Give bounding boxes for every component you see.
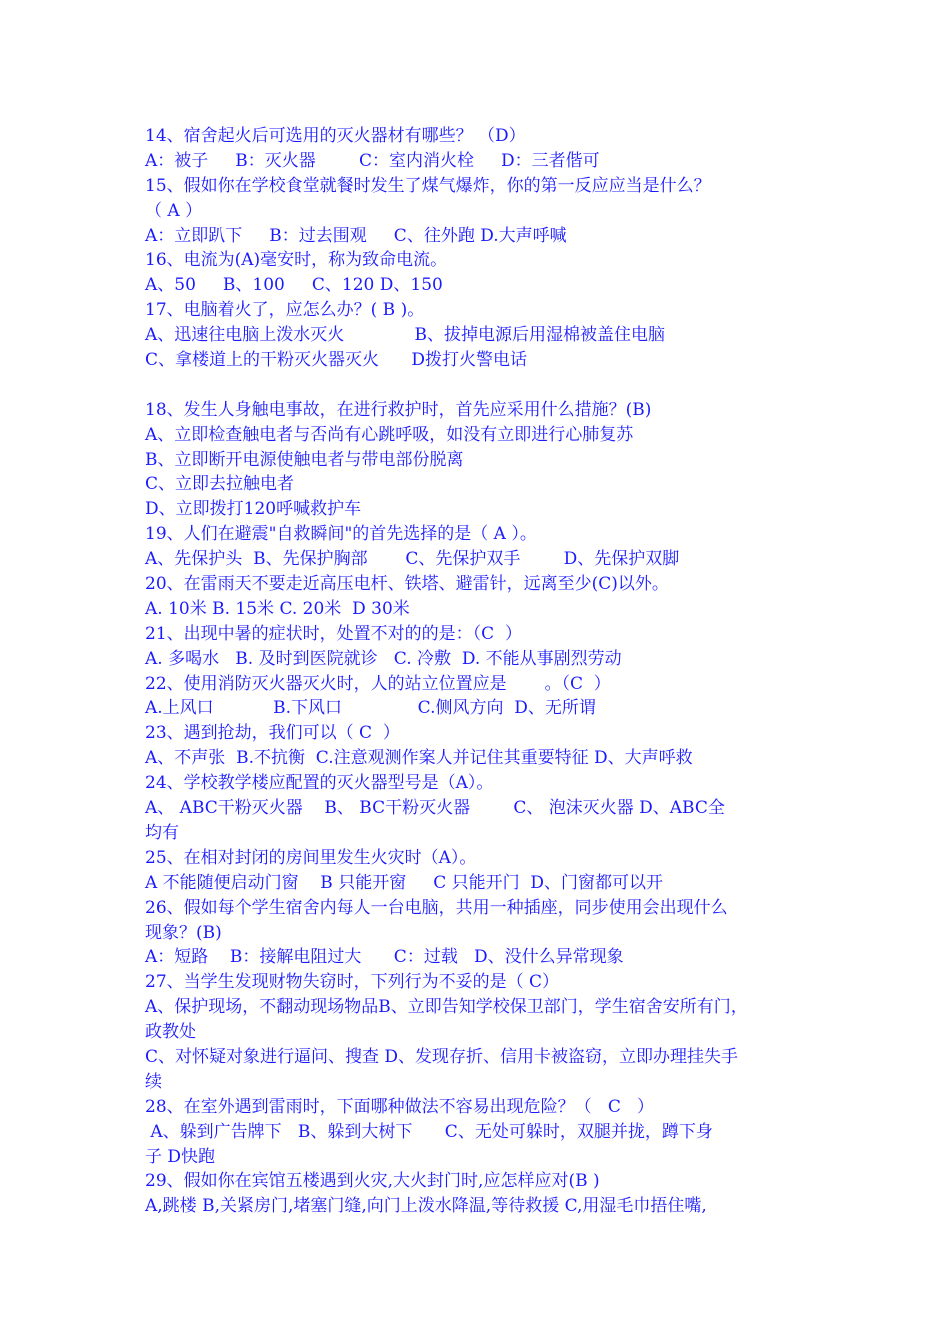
text-line: 均有: [145, 822, 179, 843]
text-line: 子 D快跑: [145, 1146, 216, 1167]
text-line: 21、出现中暑的症状时，处置不对的的是：（C ）: [145, 623, 522, 644]
text-line: 28、在室外遇到雷雨时，下面哪种做法不容易出现危险？（ C ）: [145, 1096, 655, 1117]
text-line: A. 10米 B. 15米 C. 20米 D 30米: [145, 598, 410, 619]
text-line: （ A ）: [145, 200, 203, 221]
text-line: A、不声张 B.不抗衡 C.注意观测作案人并记住其重要特征 D、大声呼救: [145, 748, 693, 769]
document-body: [145, 124, 825, 1219]
text-line: 15、假如你在学校食堂就餐时发生了煤气爆炸，你的第一反应应当是什么？: [145, 175, 711, 196]
text-line: 23、遇到抢劫，我们可以（ C ）: [145, 723, 400, 744]
text-line: 19、人们在避震"自救瞬间"的首先选择的是（ A ）。: [145, 524, 537, 545]
text-line: A、立即检查触电者与否尚有心跳呼吸，如没有立即进行心肺复苏: [145, 424, 634, 445]
text-line: A.上风口 B.下风口 C.侧风方向 D、无所谓: [145, 698, 596, 719]
text-line: A,跳楼 B,关紧房门,堵塞门缝,向门上泼水降温,等待救援 C,用湿毛巾捂住嘴,: [145, 1196, 707, 1217]
text-line: 25、在相对封闭的房间里发生火灾时（A）。: [145, 847, 477, 868]
text-line: 20、在雷雨天不要走近高压电杆、铁塔、避雷针，远离至少(C)以外。: [145, 574, 669, 595]
text-line: A、 ABC干粉灭火器 B、 BC干粉灭火器 C、 泡沫灭火器 D、ABC全: [145, 798, 725, 819]
text-line: 政教处: [145, 1022, 196, 1043]
text-line: 22、使用消防灭火器灭火时，人的站立位置应是 。（C ）: [145, 673, 611, 694]
text-line: 续: [145, 1071, 162, 1092]
text-line: A、先保护头 B、先保护胸部 C、先保护双手 D、先保护双脚: [145, 549, 680, 570]
text-line: A：短路 B：接解电阻过大 C：过载 D、没什么异常现象: [145, 947, 624, 968]
text-line: 27、当学生发现财物失窃时，下列行为不妥的是（ C）: [145, 972, 560, 993]
text-line: A. 多喝水 B. 及时到医院就诊 C. 冷敷 D. 不能从事剧烈劳动: [145, 648, 622, 669]
text-line: 17、电脑着火了，应怎么办？( B )。: [145, 300, 425, 321]
text-line: 26、假如每个学生宿舍内每人一台电脑，共用一种插座，同步使用会出现什么: [145, 897, 728, 918]
text-line: 18、发生人身触电事故，在进行救护时，首先应采用什么措施？(B): [145, 399, 652, 420]
text-line: A、50 B、100 C、120 D、150: [145, 275, 443, 296]
text-line: 24、学校教学楼应配置的灭火器型号是（A）。: [145, 773, 494, 794]
text-line: A、保护现场，不翻动现场物品B、立即告知学校保卫部门，学生宿舍安所有门，: [145, 997, 748, 1018]
text-line: A：被子 B：灭火器 C：室内消火栓 D：三者偕可: [145, 150, 600, 171]
text-line: C、立即去拉触电者: [145, 474, 295, 495]
text-line: 16、电流为(A)毫安时，称为致命电流。: [145, 250, 448, 271]
blank-line: [145, 373, 825, 398]
text-line: C、拿楼道上的干粉灭火器灭火 D拨打火警电话: [145, 350, 528, 371]
text-line: A：立即趴下 B：过去围观 C、往外跑 D.大声呼喊: [145, 225, 567, 246]
text-line: A、躲到广告牌下 B、躲到大树下 C、无处可躲时，双腿并拢，蹲下身: [145, 1121, 713, 1142]
text-line: C、对怀疑对象进行逼问、搜查 D、发现存折、信用卡被盗窃，立即办理挂失手: [145, 1046, 739, 1067]
text-line: A、迅速往电脑上泼水灭火 B、拔掉电源后用湿棉被盖住电脑: [145, 325, 666, 346]
text-line: 现象？(B): [145, 922, 222, 943]
text-line: D、立即拨打120呼喊救护车: [145, 499, 362, 520]
text-line: B、立即断开电源使触电者与带电部份脱离: [145, 449, 464, 470]
text-line: 29、假如你在宾馆五楼遇到火灾,大火封门时,应怎样应对(B ): [145, 1171, 600, 1192]
text-line: 14、宿舍起火后可选用的灭火器材有哪些？ （D）: [145, 126, 526, 146]
text-line: A 不能随便启动门窗 B 只能开窗 C 只能开门 D、门窗都可以开: [145, 872, 664, 893]
